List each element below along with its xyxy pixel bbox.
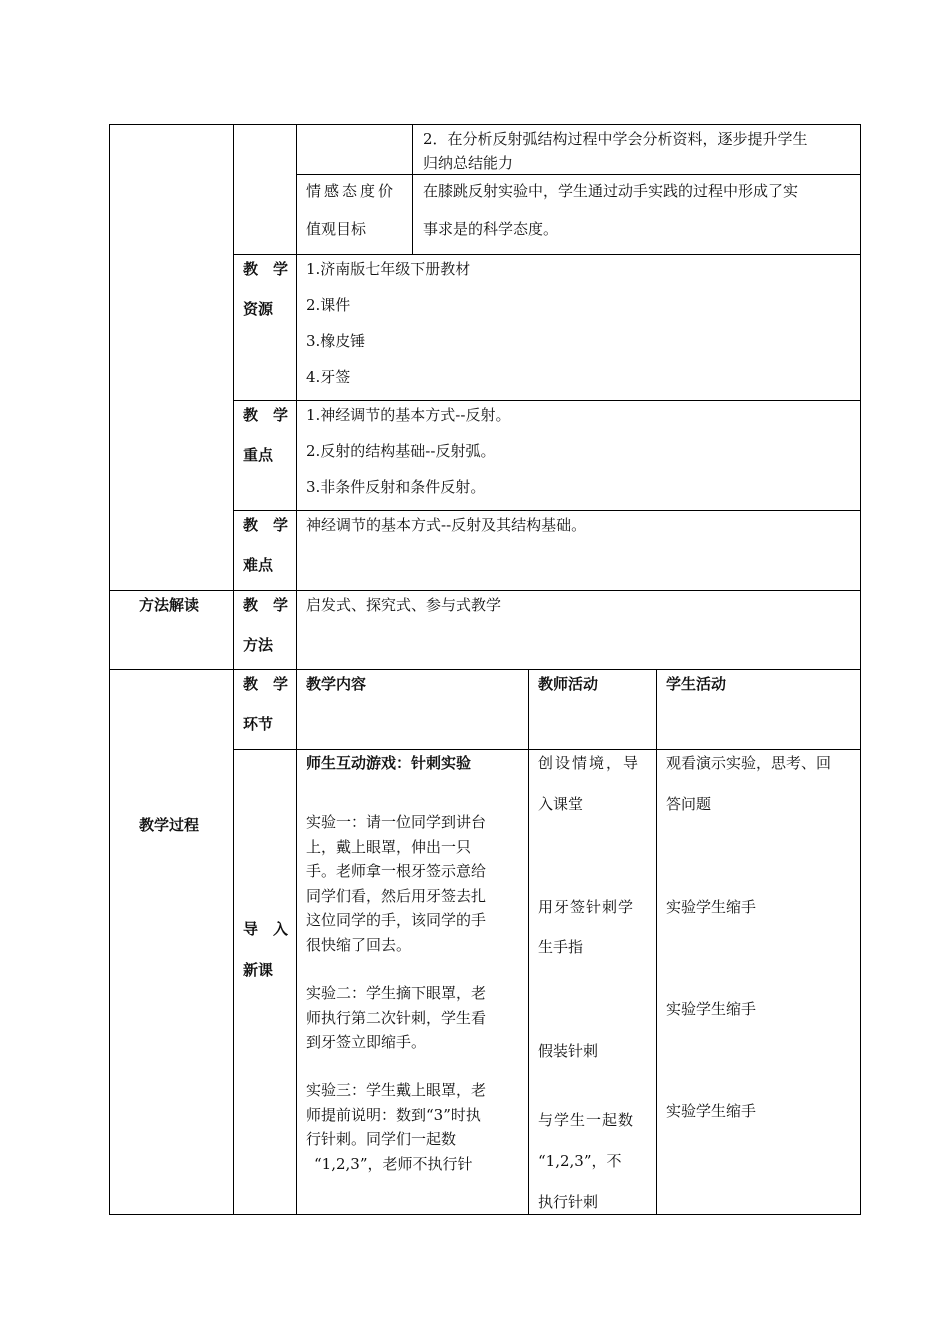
header-stage: 环节 [243,715,274,733]
difficulty-label: 难点 [243,556,274,574]
student-activity: 实验学生缩手 [666,1000,757,1018]
teacher-activity: 执行针刺 [538,1193,599,1211]
grid-line [109,590,861,591]
grid-line [656,669,657,1215]
teacher-activity: 创设情境，导 [538,754,641,772]
resources-label: 教 学 [243,260,289,278]
grid-line [109,124,861,125]
grid-line [233,749,861,750]
intro-title: 师生互动游戏：针刺实验 [306,754,472,772]
grid-line [109,1214,861,1215]
resource-item: 4.牙签 [306,368,351,386]
exp2-line: 师执行第二次针刺，学生看 [306,1009,487,1027]
prev-goal-line: 归纳总结能力 [423,154,514,172]
grid-line [233,124,234,1215]
student-activity: 观看演示实验，思考、回 [666,754,832,772]
emotion-content-line: 事求是的科学态度。 [423,220,559,238]
emotion-label: 情感态度价 [306,182,397,200]
method-label: 教 学 [243,596,289,614]
grid-line [296,174,861,175]
grid-line [109,669,861,670]
header-student: 学生活动 [666,675,727,693]
intro-stage-label: 新课 [243,961,274,979]
student-activity: 实验学生缩手 [666,1102,757,1120]
exp1-line: 上，戴上眼罩，伸出一只 [306,838,472,856]
difficulty-label: 教 学 [243,516,289,534]
difficulty-content: 神经调节的基本方式--反射及其结构基础。 [306,516,587,534]
grid-line [296,124,297,255]
intro-stage-label: 导 入 [243,920,289,938]
exp3-line: 行针刺。同学们一起数 [306,1130,457,1148]
exp2-line: 到牙签立即缩手。 [306,1033,427,1051]
header-content: 教学内容 [306,675,367,693]
emotion-label: 值观目标 [306,220,367,238]
exp3-line: 实验三：学生戴上眼罩，老 [306,1081,487,1099]
method-section-title: 方法解读 [139,596,200,614]
emotion-content-line: 在膝跳反射实验中，学生通过动手实践的过程中形成了实 [423,182,799,200]
teacher-activity: 入课堂 [538,795,584,813]
grid-line [296,254,297,1215]
exp1-line: 实验一：请一位同学到讲台 [306,813,487,831]
resource-item: 3.橡皮锤 [306,332,366,350]
process-section-title: 教学过程 [139,816,200,834]
resource-item: 2.课件 [306,296,351,314]
grid-line [412,124,413,255]
exp1-line: 很快缩了回去。 [306,936,412,954]
grid-line [233,400,861,401]
exp3-line: “1,2,3”，老师不执行针 [314,1155,473,1173]
keypoints-label: 教 学 [243,406,289,424]
teacher-activity: 用牙签针刺学 [538,898,635,916]
grid-line [528,669,529,1215]
exp1-line: 这位同学的手，该同学的手 [306,911,487,929]
method-label: 方法 [243,636,274,654]
keypoint-item: 1.神经调节的基本方式--反射。 [306,406,511,424]
exp3-line: 师提前说明：数到“3”时执 [306,1106,481,1124]
grid-line [860,124,861,1215]
grid-line [233,254,861,255]
teacher-activity: 与学生一起数 [538,1111,635,1129]
header-stage: 教 学 [243,675,289,693]
resources-label: 资源 [243,300,274,318]
exp1-line: 手。老师拿一根牙签示意给 [306,862,487,880]
keypoints-label: 重点 [243,446,274,464]
teacher-activity: 生手指 [538,938,584,956]
grid-line [233,510,861,511]
method-content: 启发式、探究式、参与式教学 [306,596,502,614]
teacher-activity: 假装针刺 [538,1042,599,1060]
grid-line [109,124,110,1215]
exp2-line: 实验二：学生摘下眼罩，老 [306,984,487,1002]
student-activity: 实验学生缩手 [666,898,757,916]
keypoint-item: 3.非条件反射和条件反射。 [306,478,486,496]
header-teacher: 教师活动 [538,675,599,693]
resource-item: 1.济南版七年级下册教材 [306,260,471,278]
keypoint-item: 2.反射的结构基础--反射弧。 [306,442,496,460]
teacher-activity: “1,2,3”，不 [538,1152,622,1170]
prev-goal-line: 2．在分析反射弧结构过程中学会分析资料，逐步提升学生 [423,130,808,148]
student-activity: 答问题 [666,795,712,813]
exp1-line: 同学们看，然后用牙签去扎 [306,887,487,905]
